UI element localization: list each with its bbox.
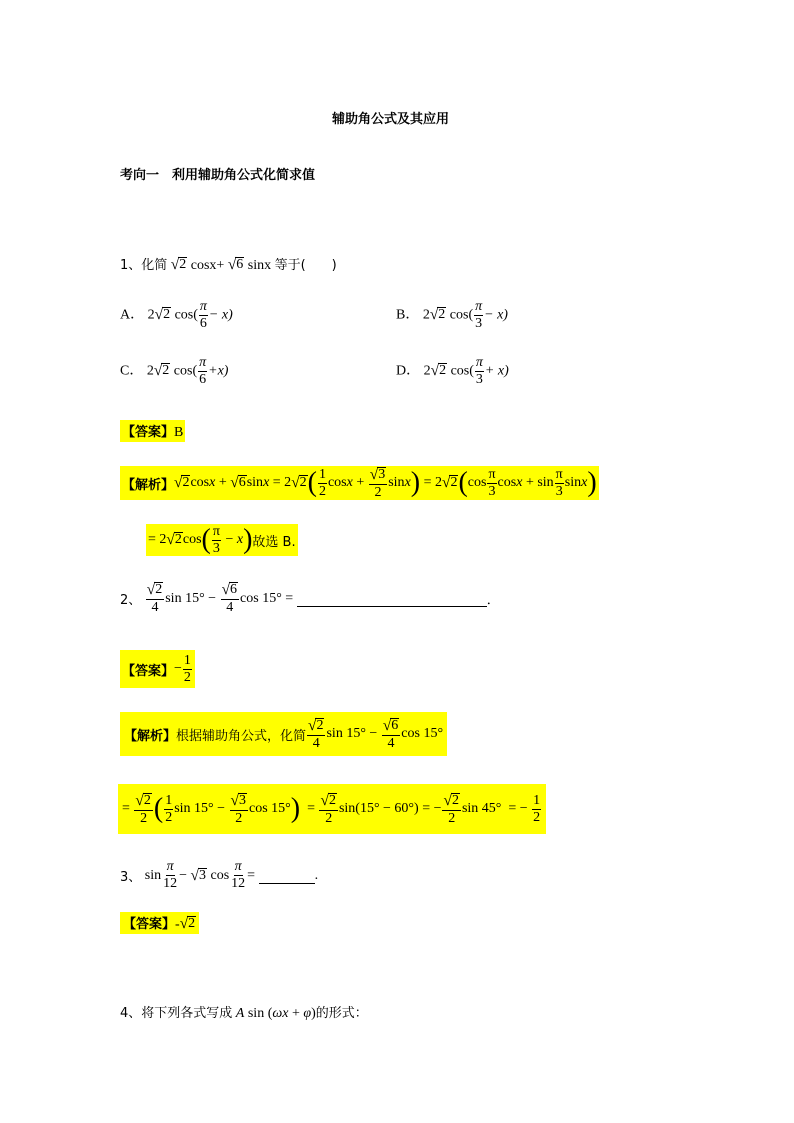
analysis-1-line-2: = 2 √ 2 cos ( $\frac{\pi}{3}$ − x ) 故选 B. [148, 523, 296, 556]
question-number: 1、 [120, 258, 142, 273]
answer-label: 【答案】 [123, 917, 176, 932]
question-number: 2、 [120, 593, 142, 608]
option-tail: − x) [484, 307, 508, 323]
end-mark: . [314, 867, 319, 883]
question-number: 3、 [120, 870, 142, 885]
option-coef: 2 [423, 363, 431, 379]
answer-2: 【答案】 − $\frac{1}{2}$ [120, 650, 195, 688]
question-2-stem: 2、 √ 2 4 sin 15° − √ 6 4 cos 15° = ． [120, 581, 500, 615]
option-b [396, 300, 508, 331]
option-a [120, 300, 233, 331]
analysis-label: 【解析】 [122, 477, 175, 493]
fraction: $\frac{\pi}{3}$ [475, 299, 483, 331]
sqrt-2: √ 2 [429, 305, 446, 323]
stem-prefix: 将下列各式写成 [141, 1006, 233, 1021]
answer-value: B [174, 425, 184, 440]
end-mark: ． [486, 593, 500, 608]
answer-3: 【答案】- √ 2 [120, 912, 199, 934]
answer-blank [259, 867, 315, 884]
analysis-suffix: 故选 B. [252, 534, 296, 550]
answer-1 [120, 420, 185, 442]
stem-term-2: sinx [247, 258, 272, 273]
option-coef: 2 [146, 363, 154, 379]
option-tail: − x) [208, 307, 233, 323]
analysis-label: 【解析】 [124, 728, 177, 744]
option-func: cos( [450, 363, 474, 379]
sqrt-2: √ 2 [170, 256, 187, 273]
fraction: $\frac{\pi}{6}$ [199, 355, 207, 387]
option-label: C． [120, 363, 144, 379]
analysis-2-line-1: 【解析】 根据辅助角公式，化简 √ 2 4 sin 15° − √ 6 4 cos 15° [120, 712, 447, 756]
answer-label: 【答案】 [122, 663, 175, 679]
option-label: D． [396, 363, 421, 379]
option-tail: + x) [484, 363, 509, 379]
option-func: cos( [449, 307, 474, 323]
option-coef: 2 [147, 307, 155, 323]
option-func: cos( [174, 307, 198, 323]
fraction: $\frac{\pi}{6}$ [199, 299, 207, 331]
question-number: 4、 [120, 1006, 142, 1021]
sqrt-2: √ 2 [154, 305, 171, 323]
sqrt-2: √ 2 [153, 361, 170, 379]
option-coef: 2 [422, 307, 430, 323]
answer-label: 【答案】 [122, 425, 175, 440]
analysis-2-line-2: = √ 2 2 ( $\frac{1}{2}$ sin 15° − √ 3 2 cos 15° ) = √ 2 2 sin(15° − 60°) = − √ 2 2 sin 45° = − $\frac{1}{2}$ [118, 784, 546, 834]
option-label: A． [120, 307, 145, 323]
analysis-1-line-1: 【解析】 √ 2 cos x + √ 6 sin x = 2 √ 2 ( $\frac{1}{2}$ cos x + √ 3 2 sin x ) = 2 √ 2 ( cos $\frac{\pi}{3}$ cos x + sin $\frac{\pi}{3}$ sin x ) [122, 465, 597, 500]
analysis-text: 根据辅助角公式，化简 [176, 728, 307, 744]
sqrt-6: √ 6 [227, 256, 244, 273]
answer-blank [297, 590, 487, 607]
stem-suffix: 的形式： [315, 1006, 368, 1021]
fraction: $\frac{\pi}{3}$ [475, 355, 483, 387]
document-title: 辅助角公式及其应用 [332, 112, 450, 127]
answer-sign: - [175, 917, 180, 932]
stem-term-1: cosx+ [190, 258, 225, 273]
option-d [396, 356, 509, 387]
option-func: cos( [173, 363, 198, 379]
sqrt-2: √ 2 [430, 361, 447, 379]
question-3-stem: 3、 sin $\frac{\pi}{12}$ − √ 3 cos $\frac{\pi}{12}$ = . [120, 859, 319, 891]
section-heading: 考向一 利用辅助角公式化简求值 [120, 168, 316, 183]
option-label: B． [396, 307, 420, 323]
question-1-stem [120, 254, 337, 274]
stem-suffix: 等于( ) [274, 258, 337, 273]
stem-prefix: 化简 [141, 258, 168, 273]
option-tail: +x) [208, 363, 229, 379]
question-4-stem: 4、将下列各式写成 A sin (ωx + φ)的形式： [120, 1006, 368, 1021]
option-c [120, 356, 228, 387]
